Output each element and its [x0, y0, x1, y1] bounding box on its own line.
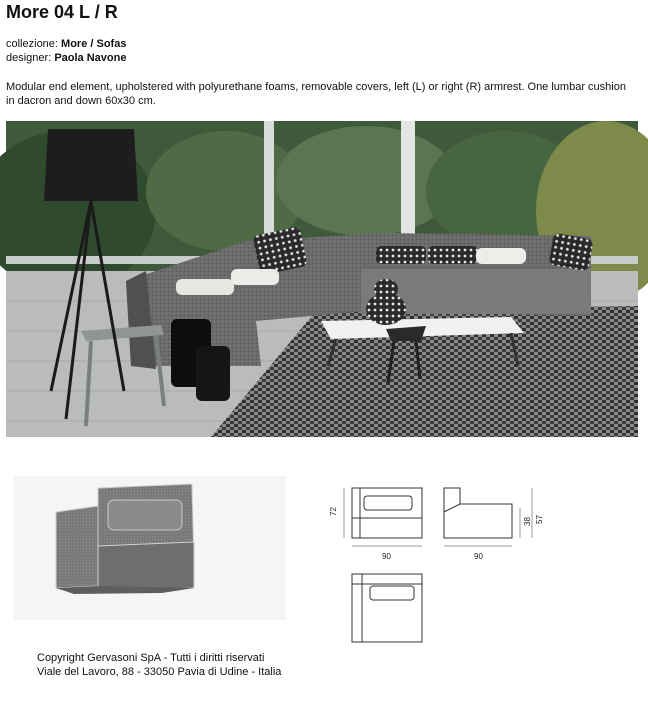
collection-line [6, 38, 126, 50]
product-description: Modular end element, upholstered with polyurethane foams, removable covers, left (L) or right (R) armrest. One lumbar cushion in dacron and down 60x30 cm. [6, 81, 626, 107]
designer-label: designer: [6, 52, 52, 64]
front-view-drawing [344, 488, 422, 546]
product-title: More 04 L / R [6, 2, 118, 22]
collection-value: More / Sofas [61, 38, 127, 50]
address-text: Viale del Lavoro, 88 - 33050 Pavia di Udine - Italia [37, 666, 282, 678]
top-view-drawing [352, 574, 422, 642]
collection-label: collezione: [6, 38, 58, 50]
front-width-dim: 90 [382, 552, 391, 561]
designer-line [6, 52, 126, 64]
side-arm-height-dim: 57 [535, 515, 544, 524]
hero-photo [6, 121, 638, 437]
front-height-dim: 72 [329, 507, 338, 516]
footer [37, 651, 281, 679]
product-photo [14, 476, 286, 620]
technical-drawings [330, 480, 570, 650]
side-depth-dim: 90 [474, 552, 483, 561]
side-seat-height-dim: 38 [523, 517, 532, 526]
copyright-text: Copyright Gervasoni SpA - Tutti i diritti riservati [37, 652, 265, 664]
designer-value: Paola Navone [54, 52, 127, 64]
side-view-drawing [444, 488, 532, 546]
